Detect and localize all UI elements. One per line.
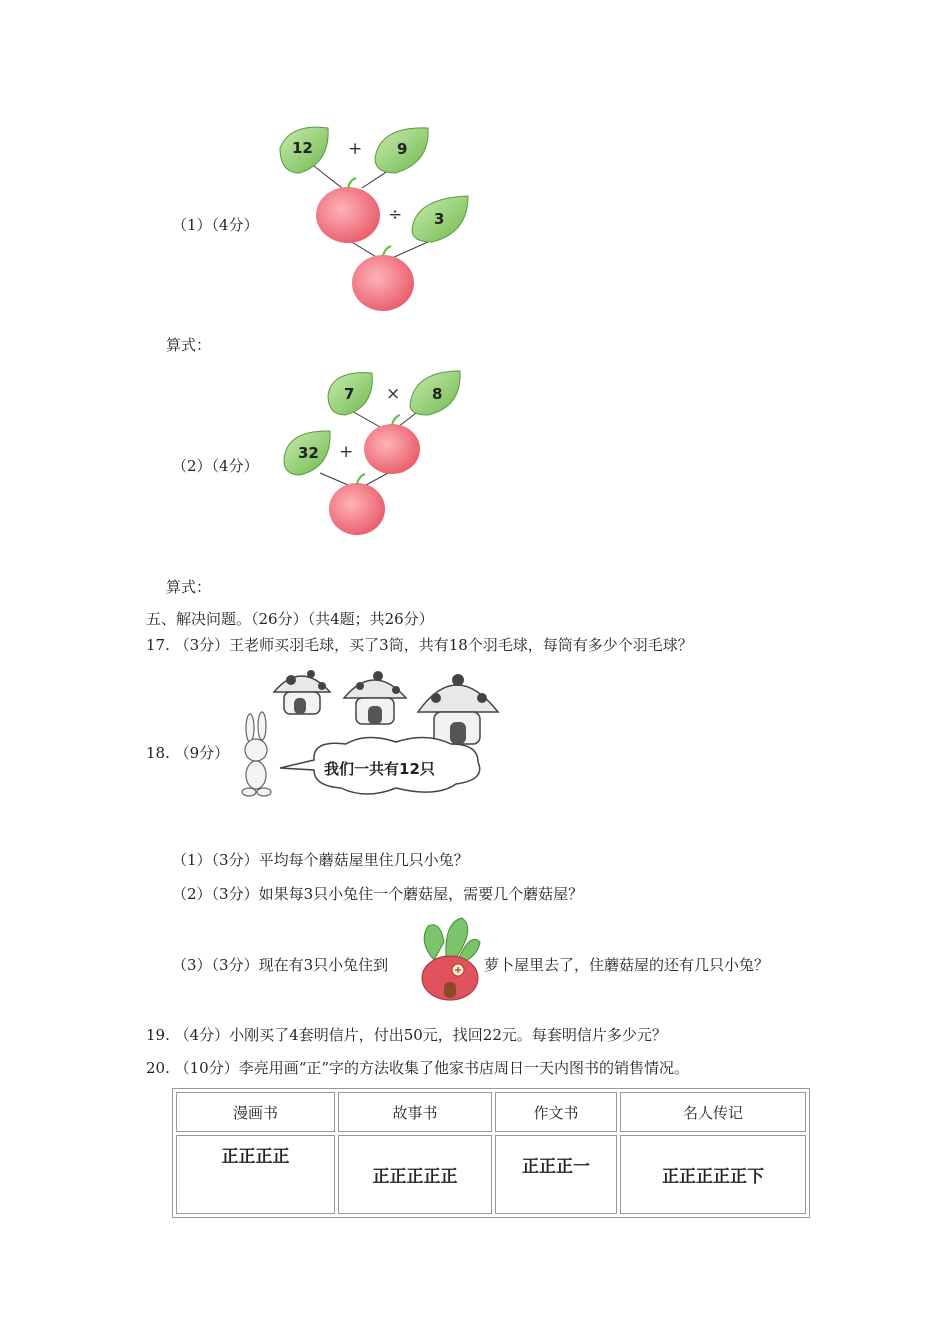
leaf-icon (412, 196, 468, 242)
problem-18-sub3-after: 萝卜屋里去了，住蘑菇屋的还有几只小兔？ (484, 956, 770, 974)
mushroom-house-icon (274, 670, 330, 714)
mushroom-house-icon (418, 674, 498, 744)
problem-20: 20. （10分）李亮用画“正”字的方法收集了他家书店周日一天内图书的销售情况。 (146, 1059, 690, 1077)
speech-bubble (280, 737, 480, 794)
q1-number-c: 3 (434, 210, 445, 228)
q1-op-first: + (348, 139, 363, 159)
tally-cell: 正正正一 (495, 1135, 617, 1214)
problem-19: 19. （4分）小刚买了4套明信片，付出50元，找回22元。每套明信片多少元？ (146, 1026, 667, 1044)
q1-label: （1）（4分） (172, 216, 259, 234)
apple-tree-diagram-1 (270, 118, 480, 318)
leaf-icon (328, 373, 372, 415)
table-header-row (176, 1092, 806, 1132)
tally-cell: 正正正正正 (338, 1135, 492, 1214)
speech-text: 我们一共有12只 (324, 760, 435, 778)
apple-icon (316, 178, 380, 243)
apple-icon (329, 474, 385, 535)
q2-number-c: 32 (298, 444, 319, 462)
rabbit-mushroom-illustration (236, 660, 506, 805)
leaf-icon (375, 128, 428, 173)
q2-number-a: 7 (344, 385, 355, 403)
q1-op-second: ÷ (388, 205, 403, 225)
table-header-cell: 漫画书 (176, 1092, 335, 1132)
q1-answer-label: 算式： (166, 336, 212, 354)
q2-op-second: + (339, 442, 354, 462)
q1-number-b: 9 (397, 140, 408, 158)
table-row (176, 1135, 806, 1214)
problem-17: 17. （3分）王老师买羽毛球，买了3筒，共有18个羽毛球，每筒有多少个羽毛球？ (146, 636, 693, 654)
table-header-cell: 名人传记 (620, 1092, 806, 1132)
problem-18-sub1: （1）（3分）平均每个蘑菇屋里住几只小兔？ (172, 851, 469, 869)
problem-18-label: 18. （9分） (146, 744, 230, 762)
rabbit-icon (242, 712, 271, 796)
table-header-cell: 故事书 (338, 1092, 492, 1132)
radish-house-icon (414, 912, 484, 1004)
leaf-icon (284, 431, 330, 475)
tally-cell: 正正正正 (176, 1135, 335, 1214)
q2-op-first: × (386, 384, 401, 404)
q2-number-b: 8 (432, 385, 443, 403)
tally-cell: 正正正正正下 (620, 1135, 806, 1214)
mushroom-house-icon (344, 671, 406, 724)
apple-icon (364, 415, 420, 474)
q1-number-a: 12 (292, 139, 313, 157)
q2-answer-label: 算式： (166, 578, 212, 596)
problem-18-sub2: （2）（3分）如果每3只小兔住一个蘑菇屋，需要几个蘑菇屋？ (172, 885, 584, 903)
apple-tree-diagram-2 (280, 365, 470, 540)
sales-tally-table (172, 1088, 810, 1218)
q2-label: （2）（4分） (172, 457, 259, 475)
apple-icon (352, 246, 414, 311)
leaf-icon (280, 127, 328, 173)
table-header-cell: 作文书 (495, 1092, 617, 1132)
problem-18-sub3-before: （3）（3分）现在有3只小兔住到 (172, 956, 389, 974)
section-title: 五、解决问题。（26分）（共4题；共26分） (146, 610, 434, 628)
leaf-icon (410, 371, 460, 415)
